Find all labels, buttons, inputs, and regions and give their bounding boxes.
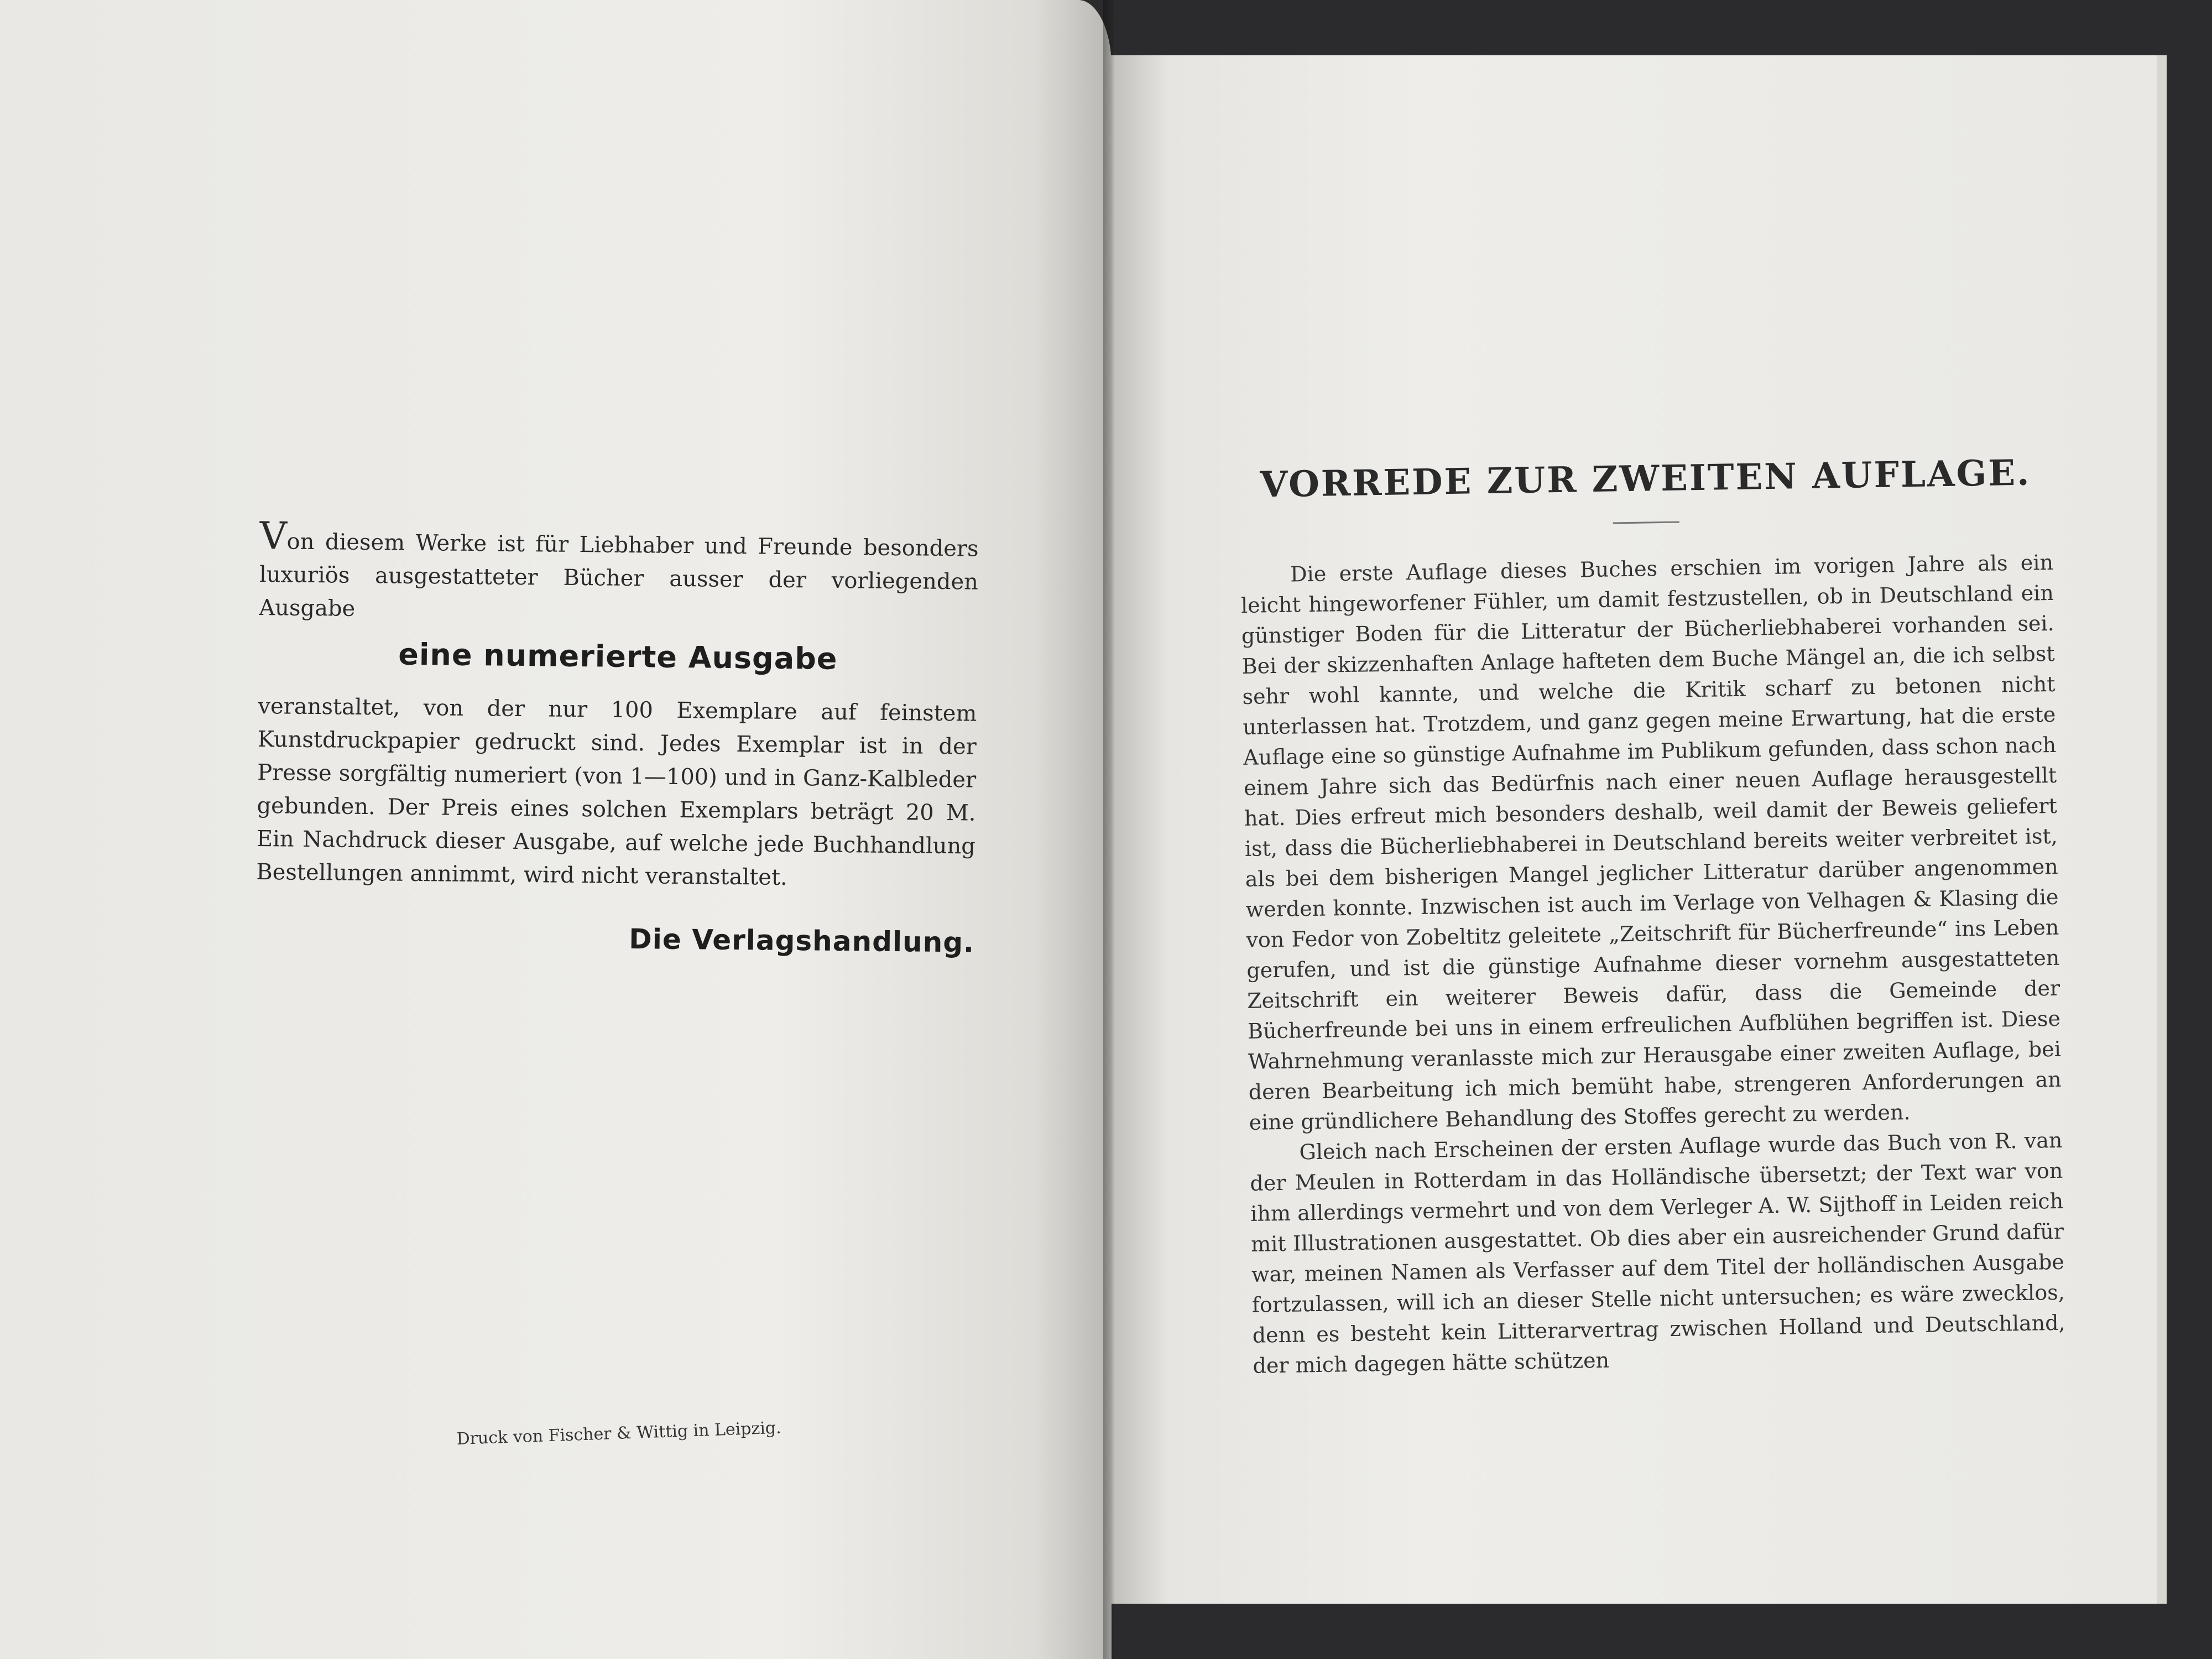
initial-letter: V	[259, 514, 288, 559]
title-divider	[1613, 521, 1679, 524]
edition-description: veranstaltet, von der nur 100 Exemplare auf feinstem Kunstdruckpapier gedruckt sind. Jedes Exemplar ist in der Presse sorgfältig numeriert (von 1—100) und in Ganz-Kalbleder gebunden. Der Preis eines solchen Exemplars beträgt 20 M. Ein Nachdruck dieser Ausgabe, auf welche jede Buchhandlung Bestellungen annimmt, wird nicht veranstaltet.	[256, 693, 977, 891]
preface-paragraph-2: Gleich nach Erscheinen der ersten Auflage wurde das Buch von R. van der Meulen in Rotterdam in das Holländische übersetzt; der Text war von ihm allerdings vermehrt und von dem Verleger A. W. Sijthoff in Leiden reich mit Illustrationen ausgestattet. Ob dies aber ein ausreichender Grund dafür war, meinen Namen als Verfasser auf dem Titel der holländischen Ausgabe fortzulassen, will ich an dieser Stelle nicht untersuchen; es wäre zwecklos, denn es besteht kein Litterarvertrag zwischen Holland und Deutschland, der mich dagegen hätte schützen	[1250, 1128, 2065, 1378]
numbered-edition-heading: eine numerierte Ausgabe	[398, 637, 838, 676]
intro-text: on diesem Werke ist für Liebhaber und Freunde besonders luxuriös ausgestatteter Bücher ausser der vorliegenden Ausgabe	[259, 529, 979, 622]
publisher-signature: Die Verlagshandlung.	[629, 923, 975, 959]
intro-paragraph	[259, 514, 979, 632]
printer-imprint: Druck von Fischer & Wittig in Leipzig.	[456, 1418, 782, 1449]
left-page-text	[255, 514, 979, 959]
preface-paragraph-1: Die erste Auflage dieses Buches erschien im vorigen Jahre als ein leicht hingeworfener Fühler, um damit festzustellen, ob in Deutschland ein günstiger Boden für die Litteratur der Bücherliebhaberei vorhanden sei. Bei der skizzenhaften Anlage hafteten dem Buche Mängel an, die ich selbst sehr wohl kannte, und welche die Kritik scharf zu betonen nicht unterlassen hat. Trotzdem, und ganz gegen meine Erwartung, hat die erste Auflage eine so günstige Aufnahme im Publikum gefunden, dass schon nach einem Jahre sich das Bedürfnis nach einer neuen Auflage herausgestellt hat. Dies erfreut mich besonders deshalb, weil damit der Beweis geliefert ist, dass die Bücherliebhaberei in Deutschland bereits weiter verbreitet ist, als bei dem bisherigen Mangel jeglicher Litteratur darüber angenommen werden konnte. Inzwischen ist auch im Verlage von Velhagen & Klasing die von Fedor von Zobeltitz geleitete „Zeitschrift für Bücherfreunde“ ins Leben gerufen, und ist die günstige Aufnahme dieser vornehm ausgestatteten Zeitschrift ein weiterer Beweis dafür, dass die Gemeinde der Bücherfreunde bei uns in einem erfreulichen Aufblühen begriffen ist. Diese Wahrnehmung veranlasste mich zur Herausgabe einer zweiten Auflage, bei deren Bearbeitung ich mich bemüht habe, strengeren Anforderungen an eine gründlichere Behandlung des Stoffes gerecht zu werden.	[1240, 550, 2062, 1135]
book-gutter	[1103, 0, 1114, 1659]
preface-title: VORREDE ZUR ZWEITEN AUFLAGE.	[1260, 452, 2031, 506]
right-page-text	[1239, 452, 2066, 1381]
